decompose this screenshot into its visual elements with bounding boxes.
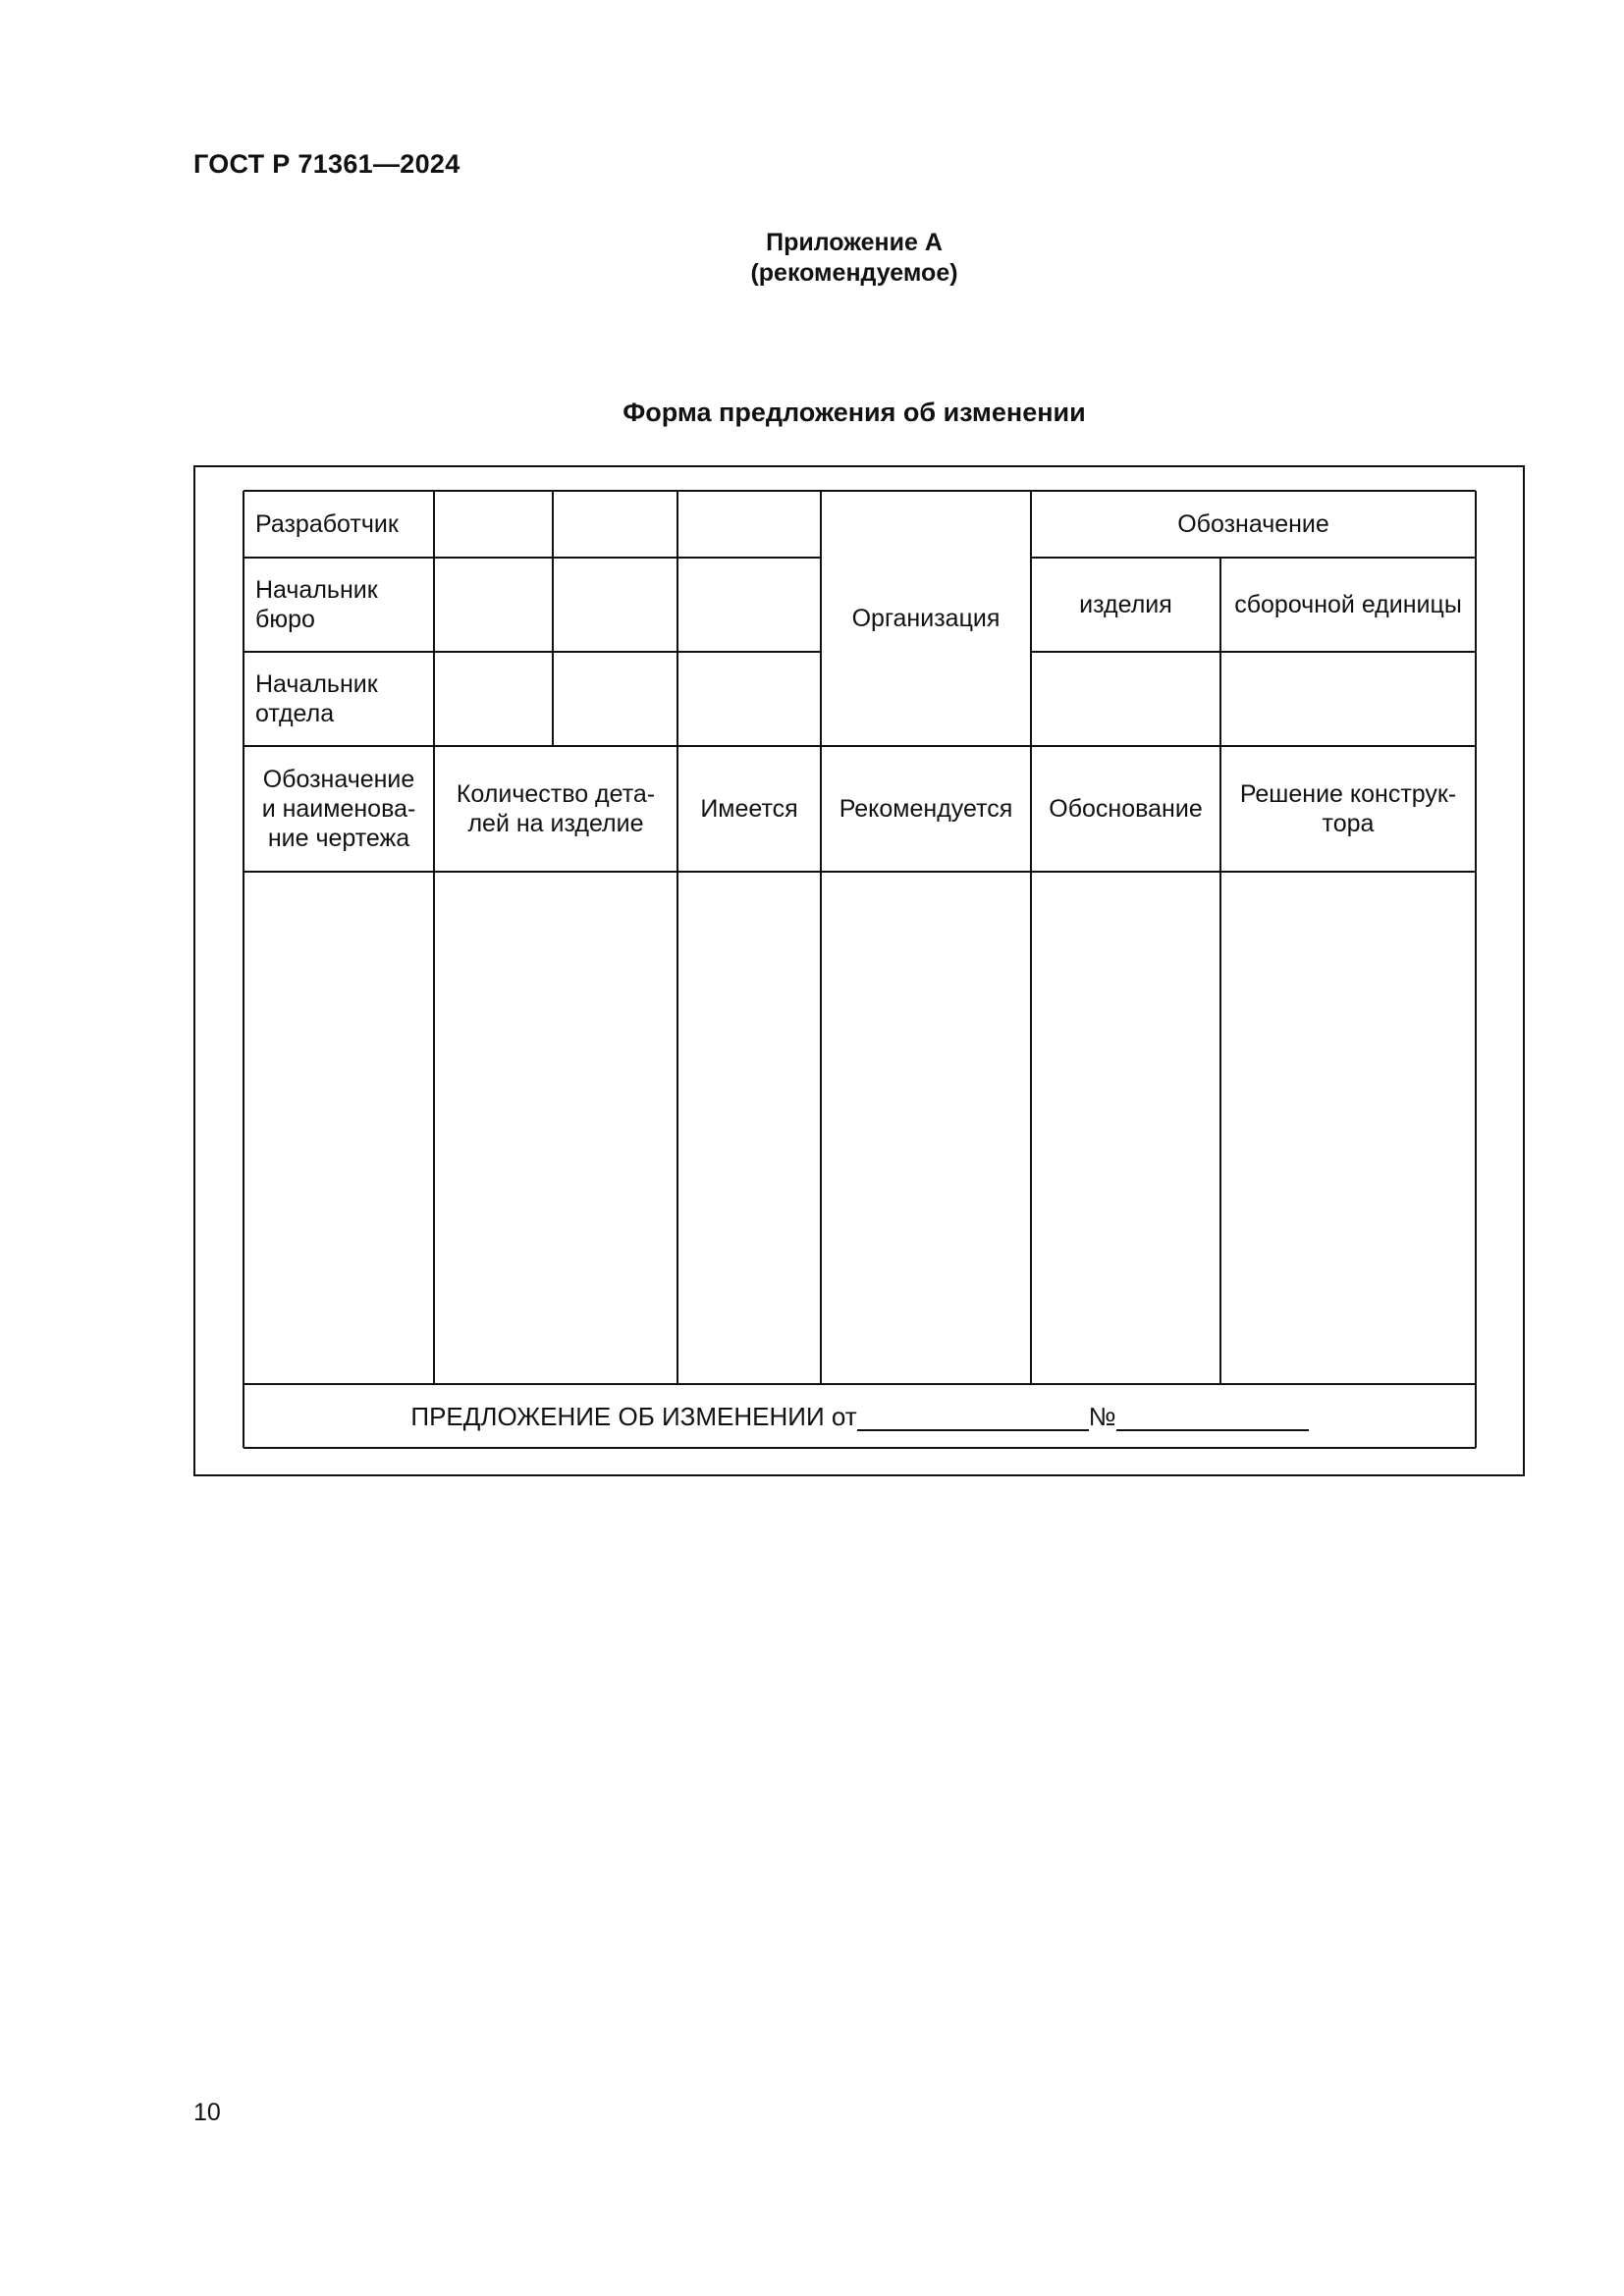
developer-label: Разработчик — [255, 510, 399, 538]
annex-title: Приложение А — [766, 229, 943, 256]
number-sign: № — [1088, 1401, 1116, 1431]
bureau-head-label: Начальник бюро — [255, 576, 378, 633]
organization-label: Организация — [851, 605, 1001, 632]
column-justification: Обоснование — [1049, 795, 1203, 823]
column-existing: Имеется — [700, 795, 798, 823]
department-head-label: Начальник отдела — [255, 670, 378, 727]
standard-code: ГОСТ Р 71361—2024 — [193, 149, 460, 179]
column-designer-decision: Решение конструк- тора — [1239, 780, 1457, 837]
column-recommended: Рекомендуется — [839, 795, 1013, 823]
number-blank — [1116, 1402, 1309, 1431]
designation-product: изделия — [1079, 591, 1172, 618]
annex-status: (рекомендуемое) — [750, 259, 958, 287]
date-blank — [857, 1402, 1089, 1431]
column-parts-count: Количество дета- лей на изделие — [456, 780, 656, 837]
page-number: 10 — [193, 2099, 221, 2126]
designation-header: Обозначение — [1177, 510, 1329, 538]
column-drawing: Обозначение и наименова- ние чертежа — [261, 766, 416, 852]
proposal-footer — [244, 1384, 1476, 1448]
form-title: Форма предложения об изменении — [623, 398, 1086, 427]
proposal-prefix: ПРЕДЛОЖЕНИЕ ОБ ИЗМЕНЕНИИ от — [410, 1401, 857, 1431]
designation-assembly-unit: сборочной единицы — [1234, 591, 1462, 618]
